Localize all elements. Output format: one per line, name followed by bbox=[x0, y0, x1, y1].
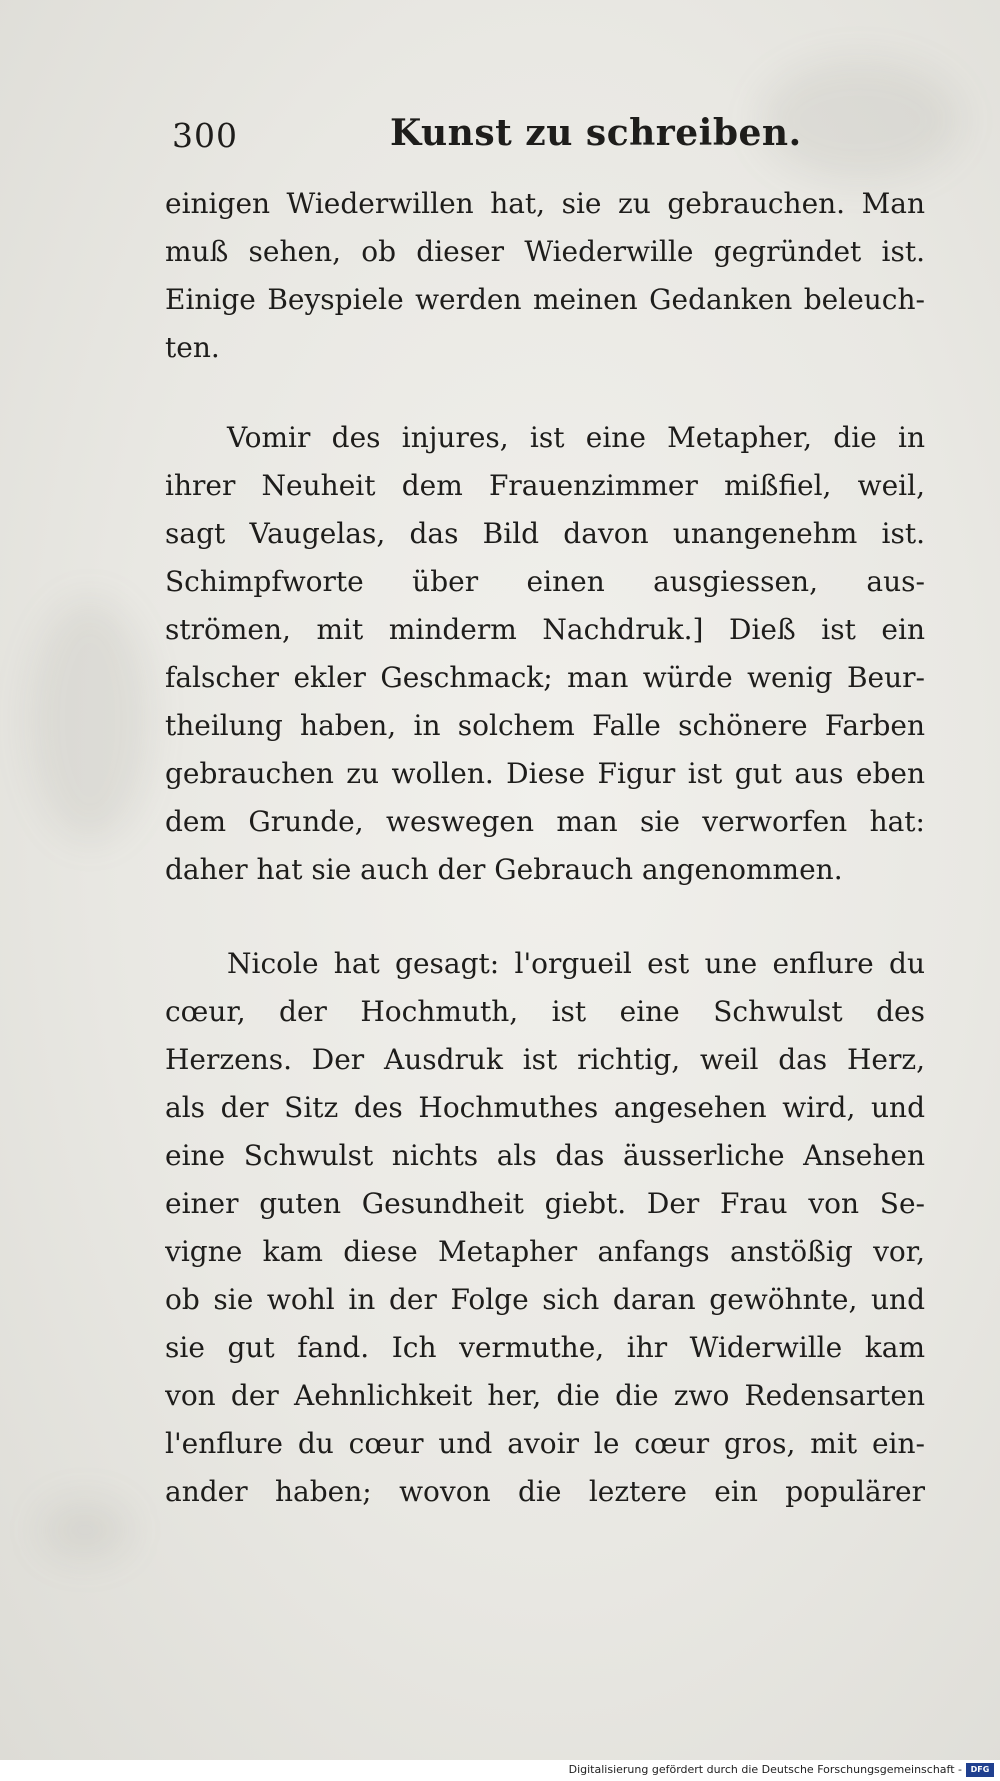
text-line: daher hat sie auch der Gebrauch angenommen. bbox=[165, 853, 843, 886]
page-header bbox=[172, 112, 932, 164]
text-line: ihrer Neuheit dem Frauenzimmer mißfiel, weil, bbox=[165, 469, 925, 502]
text-line: strömen, mit minderm Nachdruk.] Dieß ist ein bbox=[165, 613, 925, 646]
funding-notice: Digitalisierung gefördert durch die Deutsche Forschungsgemeinschaft - bbox=[568, 1763, 962, 1776]
paragraph bbox=[165, 180, 925, 372]
text-line: ten. bbox=[165, 331, 220, 364]
text-line: einigen Wiederwillen hat, sie zu gebrauchen. Man bbox=[165, 187, 925, 220]
text-line: Herzens. Der Ausdruk ist richtig, weil das Herz, bbox=[165, 1043, 925, 1076]
text-line: ander haben; wovon die leztere ein populärer bbox=[165, 1475, 925, 1508]
text-line: Nicole hat gesagt: l'orgueil est une enflure du bbox=[227, 947, 925, 980]
text-line: Einige Beyspiele werden meinen Gedanken beleuch- bbox=[165, 283, 925, 316]
text-line: einer guten Gesundheit giebt. Der Frau von Se- bbox=[165, 1187, 925, 1220]
dfg-logo-icon: DFG bbox=[966, 1763, 994, 1777]
text-line: Schimpfworte über einen ausgiessen, aus- bbox=[165, 565, 925, 598]
digitization-footer bbox=[0, 1760, 1000, 1781]
text-line: cœur, der Hochmuth, ist eine Schwulst des bbox=[165, 995, 925, 1028]
page-number: 300 bbox=[172, 116, 238, 155]
text-line: muß sehen, ob dieser Wiederwille gegründet ist. bbox=[165, 235, 925, 268]
text-line: ob sie wohl in der Folge sich daran gewöhnte, und bbox=[165, 1283, 925, 1316]
text-line: theilung haben, in solchem Falle schönere Farben bbox=[165, 709, 925, 742]
text-line: als der Sitz des Hochmuthes angesehen wird, und bbox=[165, 1091, 925, 1124]
text-line: vigne kam diese Metapher anfangs anstößig vor, bbox=[165, 1235, 925, 1268]
running-title: Kunst zu schreiben. bbox=[390, 112, 802, 154]
text-line: Vomir des injures, ist eine Metapher, die in bbox=[227, 421, 925, 454]
paragraph bbox=[165, 940, 925, 1516]
paragraph bbox=[165, 414, 925, 894]
body-text bbox=[165, 180, 925, 1516]
text-line: dem Grunde, weswegen man sie verworfen hat: bbox=[165, 805, 925, 838]
text-line: gebrauchen zu wollen. Diese Figur ist gut aus eben bbox=[165, 757, 925, 790]
text-line: l'enflure du cœur und avoir le cœur gros, mit ein- bbox=[165, 1427, 925, 1460]
text-line: eine Schwulst nichts als das äusserliche Ansehen bbox=[165, 1139, 925, 1172]
paper-stain bbox=[40, 1500, 130, 1560]
text-line: falscher ekler Geschmack; man würde wenig Beur- bbox=[165, 661, 925, 694]
text-line: sie gut fand. Ich vermuthe, ihr Widerwille kam bbox=[165, 1331, 925, 1364]
text-line: sagt Vaugelas, das Bild davon unangenehm ist. bbox=[165, 517, 925, 550]
text-line: von der Aehnlichkeit her, die die zwo Redensarten bbox=[165, 1379, 925, 1412]
paper-stain bbox=[30, 600, 150, 840]
